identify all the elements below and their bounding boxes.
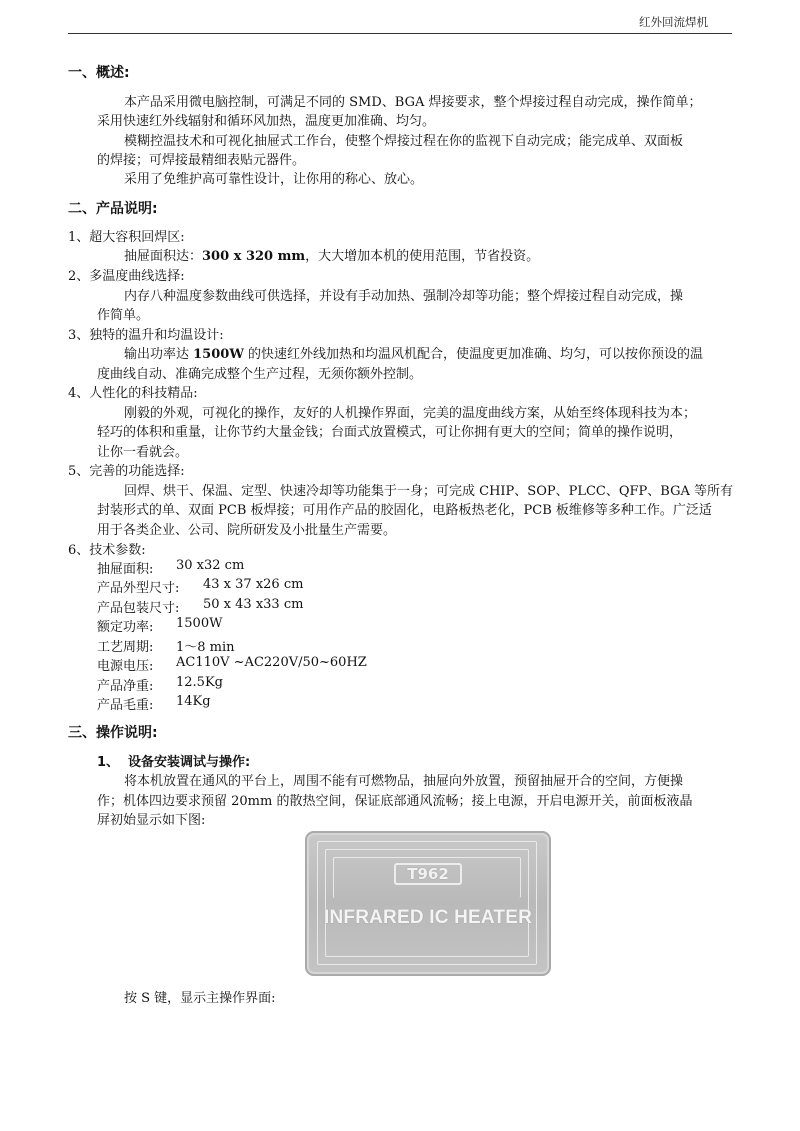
param-value: 50 x 43 x33 cm bbox=[203, 597, 304, 612]
param-label: 额定功率: bbox=[97, 620, 154, 635]
section-1-heading: 一、概述: bbox=[68, 65, 130, 81]
param-label: 产品外型尺寸: bbox=[97, 581, 180, 596]
item-5-line-2: 封装形式的单、双面 PCB 板焊接；可用作产品的胶固化，电路板热老化，PCB 板维修等多种工作。广泛适 bbox=[97, 503, 712, 518]
item-3-line-1: 输出功率达 1500W 的快速红外线加热和均温风机配合，使温度更加准确、均匀，可以按你预设的温 bbox=[124, 347, 704, 362]
item-2-line-1: 内存八种温度参数曲线可供选择，并设有手动加热、强制冷却等功能；整个焊接过程自动完成，操 bbox=[124, 289, 684, 304]
s1-line-5: 采用了免维护高可靠性设计，让你用的称心、放心。 bbox=[124, 172, 424, 187]
item-5-title: 5、完善的功能选择: bbox=[68, 464, 185, 479]
item-5-line-3: 用于各类企业、公司、院所研发及小批量生产需要。 bbox=[97, 523, 397, 538]
item-4-title: 4、人性化的科技精品: bbox=[68, 386, 198, 401]
power-value: 1500W bbox=[193, 347, 244, 362]
s3-line-2: 作；机体四边要求预留 20mm 的散热空间，保证底部通风流畅；接上电源，开启电源开关，前面板液晶 bbox=[97, 794, 693, 809]
param-value: 12.5Kg bbox=[176, 675, 223, 690]
lcd-model-label: T962 bbox=[394, 863, 462, 885]
item-3-line-2: 度曲线自动、准确完成整个生产过程，无须你额外控制。 bbox=[97, 367, 423, 382]
param-label: 产品净重: bbox=[97, 679, 154, 694]
item-2-line-2: 作简单。 bbox=[97, 308, 150, 323]
subsection-1-number: 1、 bbox=[97, 755, 120, 770]
s3-line-1: 将本机放置在通风的平台上，周围不能有可燃物品，抽屉向外放置，预留抽屉开合的空间，方便操 bbox=[124, 774, 684, 789]
item-1-line-1: 抽屉面积达：300 x 320 mm，大大增加本机的使用范围，节省投资。 bbox=[124, 249, 540, 264]
param-value: 30 x32 cm bbox=[176, 558, 245, 573]
section-3-heading: 三、操作说明: bbox=[68, 725, 158, 741]
param-value: AC110V ~AC220V/50~60HZ bbox=[176, 655, 367, 670]
param-label: 电源电压: bbox=[97, 659, 154, 674]
drawer-size-value: 300 x 320 mm bbox=[202, 249, 306, 264]
header-rule bbox=[68, 33, 732, 34]
param-label: 工艺周期: bbox=[97, 640, 154, 655]
item-6-title: 6、技术参数: bbox=[68, 543, 146, 558]
param-label: 产品毛重: bbox=[97, 698, 154, 713]
item-4-line-1: 刚毅的外观，可视化的操作，友好的人机操作界面，完美的温度曲线方案，从始至终体现科技为本； bbox=[124, 406, 697, 421]
param-label: 产品包装尺寸: bbox=[97, 601, 180, 616]
param-value: 43 x 37 x26 cm bbox=[203, 577, 304, 592]
item-5-line-1: 回焊、烘干、保温、定型、快速冷却等功能集于一身；可完成 CHIP、SOP、PLCC、QFP、BGA 等所有 bbox=[124, 484, 734, 499]
after-lcd-text: 按 S 键，显示主操作界面: bbox=[124, 991, 276, 1006]
item-3-title: 3、独特的温升和均温设计: bbox=[68, 328, 224, 343]
s3-line-3: 屏初始显示如下图: bbox=[97, 813, 206, 828]
lcd-title-text: INFRARED IC HEATER bbox=[323, 907, 533, 928]
item-1-title: 1、超大容积回焊区: bbox=[68, 230, 185, 245]
item-2-title: 2、多温度曲线选择: bbox=[68, 269, 185, 284]
item-4-line-3: 让你一看就会。 bbox=[97, 445, 189, 460]
param-value: 14Kg bbox=[176, 694, 211, 709]
s1-line-3: 模糊控温技术和可视化抽屉式工作台，使整个焊接过程在你的监视下自动完成；能完成单、双面板 bbox=[124, 134, 684, 149]
item-4-line-2: 轻巧的体积和重量，让你节约大量金钱；台面式放置模式，可让你拥有更大的空间；简单的操作说明， bbox=[97, 425, 683, 440]
document-header-title: 红外回流焊机 bbox=[639, 15, 708, 29]
param-label: 抽屉面积: bbox=[97, 562, 154, 577]
s1-line-1: 本产品采用微电脑控制，可满足不同的 SMD、BGA 焊接要求，整个焊接过程自动完成，操作简单； bbox=[124, 95, 702, 110]
s1-line-4: 的焊接；可焊接最精细表贴元器件。 bbox=[97, 153, 306, 168]
section-2-heading: 二、产品说明: bbox=[68, 201, 158, 217]
subsection-1-title: 设备安装调试与操作: bbox=[128, 755, 251, 770]
param-value: 1～8 min bbox=[176, 640, 235, 655]
param-value: 1500W bbox=[176, 616, 223, 631]
s1-line-2: 采用快速红外线辐射和循环风加热，温度更加准确、均匀。 bbox=[97, 114, 436, 129]
lcd-startup-screen bbox=[305, 831, 551, 976]
